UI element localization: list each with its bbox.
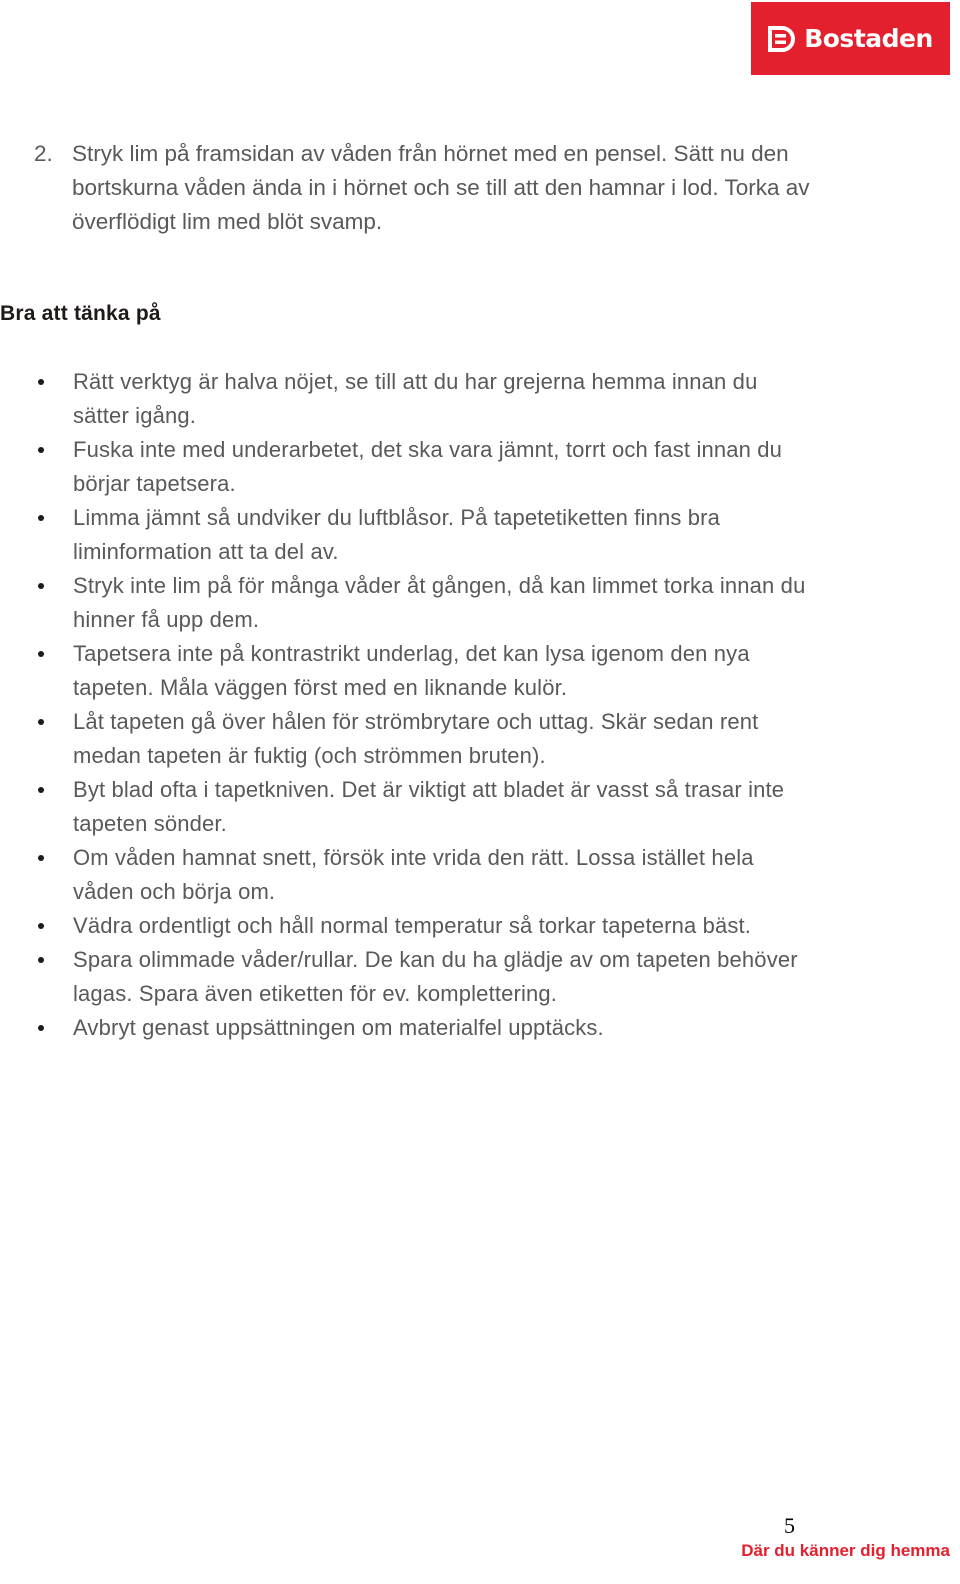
list-item: Limma jämnt så undviker du luftblåsor. På tapetetiketten finns bra liminformation att ta del av.	[0, 501, 840, 569]
list-item: Tapetsera inte på kontrastrikt underlag, det kan lysa igenom den nya tapeten. Måla väggen först med en liknande kulör.	[0, 637, 840, 705]
list-item: Fuska inte med underarbetet, det ska vara jämnt, torrt och fast innan du börjar tapetsera.	[0, 433, 840, 501]
bullet-icon	[38, 651, 44, 657]
bullet-icon	[38, 787, 44, 793]
section-heading: Bra att tänka på	[0, 302, 161, 325]
instruction-step	[34, 137, 894, 239]
step-text: Stryk lim på framsidan av våden från hörnet med en pensel. Sätt nu den bortskurna våden ända in i hörnet och se till att den hamnar i lod. Torka av överflödigt lim med blöt svamp.	[72, 141, 810, 234]
bullet-icon	[38, 447, 44, 453]
bullet-icon	[38, 957, 44, 963]
page-number: 5	[784, 1513, 795, 1538]
list-item: Avbryt genast uppsättningen om materialfel upptäcks.	[0, 1011, 840, 1045]
tips-list	[0, 365, 840, 1045]
bullet-icon	[38, 515, 44, 521]
bostaden-logo	[751, 2, 950, 75]
list-item: Spara olimmade våder/rullar. De kan du ha glädje av om tapeten behöver lagas. Spara även etiketten för ev. komplettering.	[0, 943, 840, 1011]
bullet-icon	[38, 1025, 44, 1031]
list-item: Om våden hamnat snett, försök inte vrida den rätt. Lossa istället hela våden och börja om.	[0, 841, 840, 909]
bostaden-logo-icon	[768, 25, 798, 53]
bullet-icon	[38, 583, 44, 589]
list-item: Stryk inte lim på för många våder åt gången, då kan limmet torka innan du hinner få upp dem.	[0, 569, 840, 637]
step-number: 2.	[34, 141, 53, 166]
list-item: Byt blad ofta i tapetkniven. Det är viktigt att bladet är vasst så trasar inte tapeten sönder.	[0, 773, 840, 841]
list-item: Vädra ordentligt och håll normal temperatur så torkar tapeterna bäst.	[0, 909, 840, 943]
list-item: Låt tapeten gå över hålen för strömbrytare och uttag. Skär sedan rent medan tapeten är fuktig (och strömmen bruten).	[0, 705, 840, 773]
bullet-icon	[38, 719, 44, 725]
footer-tagline: Där du känner dig hemma	[741, 1541, 950, 1560]
bullet-icon	[38, 379, 44, 385]
bullet-icon	[38, 855, 44, 861]
bullet-icon	[38, 923, 44, 929]
logo-text: Bostaden	[804, 24, 933, 53]
list-item: Rätt verktyg är halva nöjet, se till att du har grejerna hemma innan du sätter igång.	[0, 365, 840, 433]
